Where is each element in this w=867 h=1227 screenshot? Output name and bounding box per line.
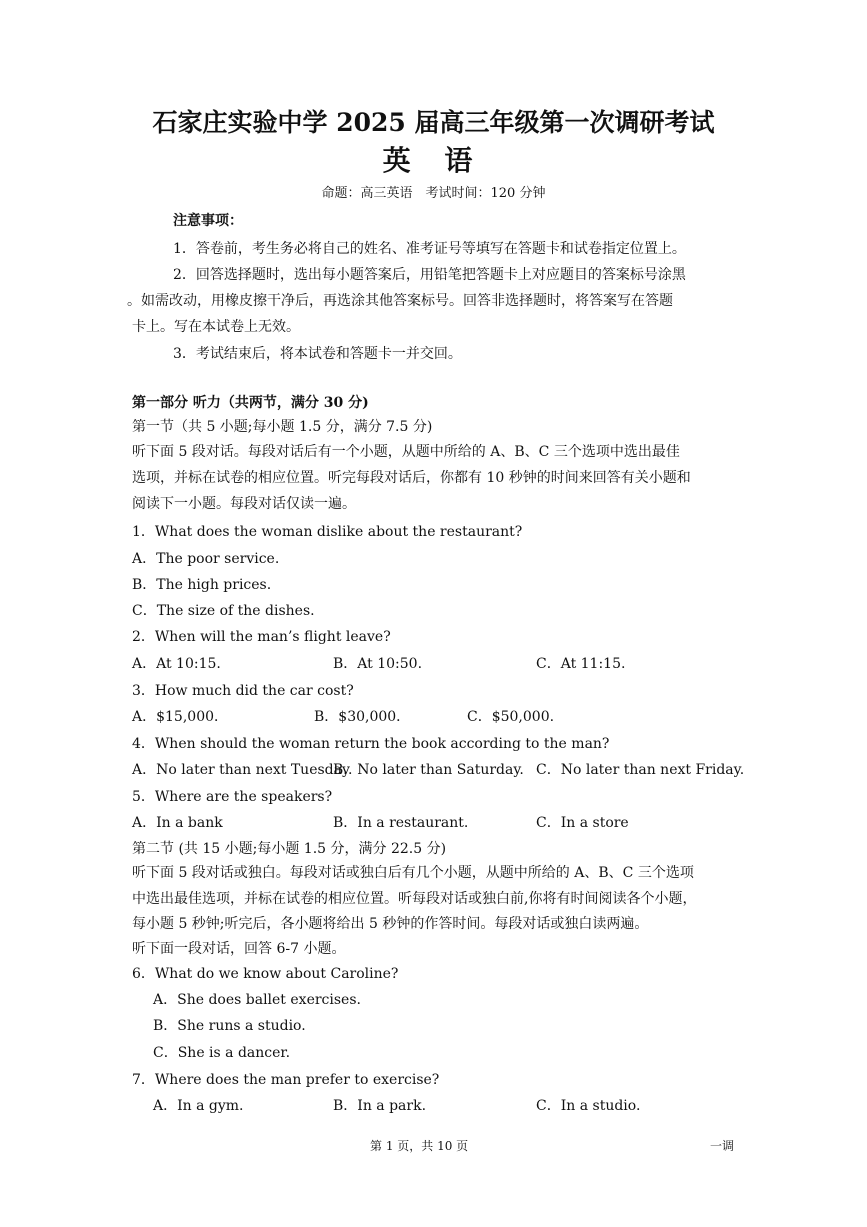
- notice-item-1: 1．答卷前，考生务必将自己的姓名、准考证号等填写在答题卡和试卷指定位置上。: [173, 241, 686, 257]
- question-6-stem: 6．What do we know about Caroline?: [132, 966, 399, 982]
- question-4-option-a: A．No later than next Tuesday.: [132, 762, 353, 778]
- exam-meta: 命题：高三英语 考试时间：120 分钟: [321, 186, 546, 201]
- notice-item-2-line-1: 2．回答选择题时，选出每小题答案后，用铅笔把答题卡上对应题目的答案标号涂黑: [173, 267, 686, 283]
- question-7-stem: 7．Where does the man prefer to exercise?: [132, 1072, 440, 1088]
- section1-heading: 第一节（共 5 小题;每小题 1.5 分，满分 7.5 分): [132, 419, 433, 435]
- question-7-option-b: B．In a park.: [333, 1098, 427, 1114]
- question-1-option-c: C．The size of the dishes.: [132, 603, 315, 619]
- question-4-option-b: B．No later than Saturday.: [333, 762, 524, 778]
- question-1-option-b: B．The high prices.: [132, 577, 272, 593]
- question-5-stem: 5．Where are the speakers?: [132, 789, 333, 805]
- notice-item-2-line-2: 。如需改动，用橡皮擦干净后，再选涂其他答案标号。回答非选择题时，将答案写在答题: [127, 293, 673, 309]
- question-4-option-c: C．No later than next Friday.: [536, 762, 745, 778]
- section2-instruction-line-1: 听下面 5 段对话或独白。每段对话或独白后有几个小题，从题中所给的 A、B、C 三个选项: [132, 865, 694, 881]
- question-3-option-c: C．$50,000.: [467, 709, 555, 725]
- exam-title: 石家庄实验中学 2025 届高三年级第一次调研考试: [152, 108, 715, 137]
- question-7-option-c: C．In a studio.: [536, 1098, 641, 1114]
- section1-instruction-line-3: 阅读下一小题。每段对话仅读一遍。: [132, 496, 356, 512]
- question-5-option-a: A．In a bank: [132, 815, 223, 831]
- group-intro-6-7: 听下面一段对话，回答 6-7 小题。: [132, 941, 346, 957]
- page-number: 第 1 页，共 10 页: [370, 1139, 469, 1153]
- question-5-option-b: B．In a restaurant.: [333, 815, 469, 831]
- notice-item-2-line-3: 卡上。写在本试卷上无效。: [132, 319, 300, 335]
- section2-heading: 第二节 (共 15 小题;每小题 1.5 分，满分 22.5 分): [132, 841, 447, 857]
- question-1-option-a: A．The poor service.: [132, 551, 280, 567]
- question-3-option-a: A．$15,000．: [132, 709, 229, 725]
- notice-item-3: 3．考试结束后，将本试卷和答题卡一并交回。: [173, 346, 462, 362]
- part1-heading: 第一部分 听力（共两节，满分 30 分): [132, 395, 369, 411]
- question-3-option-b: B．$30,000．: [314, 709, 411, 725]
- question-2-option-c: C．At 11:15.: [536, 656, 626, 672]
- subject-title: 英 语: [382, 144, 485, 177]
- section2-instruction-line-2: 中选出最佳选项，并标在试卷的相应位置。听每段对话或独白前,你将有时间阅读各个小题，: [132, 891, 697, 907]
- question-4-stem: 4．When should the woman return the book according to the man?: [132, 736, 610, 752]
- question-1-stem: 1．What does the woman dislike about the restaurant?: [132, 524, 523, 540]
- question-6-option-c: C．She is a dancer.: [153, 1045, 291, 1061]
- question-6-option-a: A．She does ballet exercises.: [153, 992, 361, 1008]
- question-2-option-b: B．At 10:50.: [333, 656, 423, 672]
- question-2-stem: 2．When will the man’s flight leave?: [132, 629, 391, 645]
- question-2-option-a: A．At 10:15.: [132, 656, 221, 672]
- question-5-option-c: C．In a store: [536, 815, 629, 831]
- footer-tag: 一调: [710, 1139, 735, 1153]
- section1-instruction-line-1: 听下面 5 段对话。每段对话后有一个小题，从题中所给的 A、B、C 三个选项中选出最佳: [132, 444, 680, 460]
- notice-heading: 注意事项：: [173, 213, 243, 229]
- section1-instruction-line-2: 选项，并标在试卷的相应位置。听完每段对话后，你都有 10 秒钟的时间来回答有关小题和: [132, 470, 691, 486]
- question-3-stem: 3．How much did the car cost?: [132, 683, 354, 699]
- question-7-option-a: A．In a gym.: [153, 1098, 244, 1114]
- question-6-option-b: B．She runs a studio.: [153, 1018, 306, 1034]
- section2-instruction-line-3: 每小题 5 秒钟;听完后，各小题将给出 5 秒钟的作答时间。每段对话或独白读两遍。: [132, 916, 649, 932]
